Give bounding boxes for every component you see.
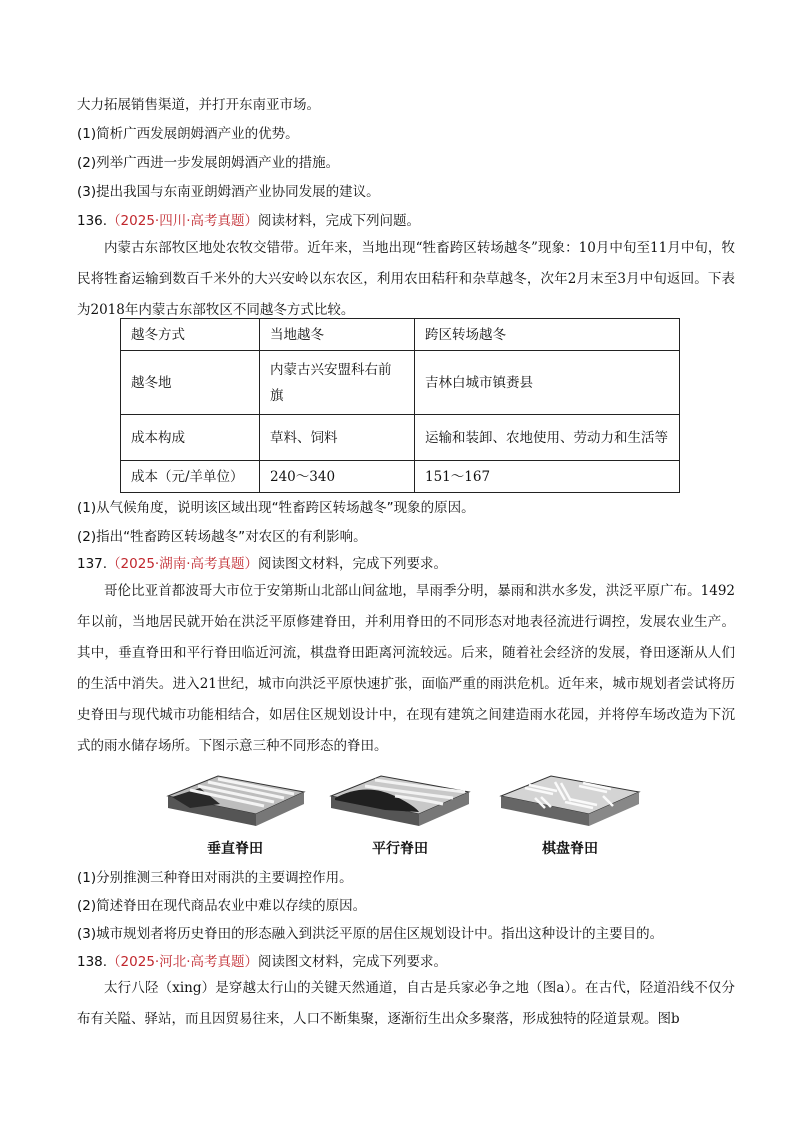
q135-sub2: (2)列举广西进一步发展朗姆酒产业的措施。 bbox=[77, 155, 340, 171]
q136-instruction: 阅读材料，完成下列问题。 bbox=[258, 213, 421, 229]
q135-sub1: (1)简析广西发展朗姆酒产业的优势。 bbox=[77, 126, 299, 142]
q137-header bbox=[77, 554, 740, 574]
parallel-ridge-field-figure bbox=[325, 770, 475, 860]
table-cell: 240～340 bbox=[260, 461, 415, 493]
q136-source-tag: （2025·四川·高考真题） bbox=[107, 213, 259, 229]
checkerboard-ridge-field-image bbox=[495, 770, 645, 834]
q138-number: 138. bbox=[77, 954, 108, 970]
q137-instruction: 阅读图文材料，完成下列要求。 bbox=[258, 556, 448, 572]
table-row bbox=[121, 351, 680, 415]
figure-caption: 棋盘脊田 bbox=[542, 841, 598, 857]
vertical-ridge-field-figure bbox=[160, 770, 310, 860]
q137-sub3: (3)城市规划者将历史脊田的形态融入到洪泛平原的居住区规划设计中。指出这种设计的主要目的。 bbox=[77, 926, 664, 942]
table-header-row bbox=[121, 319, 680, 351]
table-cell: 草料、饲料 bbox=[260, 415, 415, 461]
q136-sub2: (2)指出“牲畜跨区转场越冬”对农区的有利影响。 bbox=[77, 529, 367, 545]
table-row bbox=[121, 461, 680, 493]
ridge-field-figure bbox=[160, 770, 650, 860]
table-cell: 内蒙古兴安盟科右前旗 bbox=[260, 351, 415, 415]
q135-sub3: (3)提出我国与东南亚朗姆酒产业协同发展的建议。 bbox=[77, 184, 380, 200]
table-cell: 运输和装卸、农地使用、劳动力和生活等 bbox=[415, 415, 680, 461]
wintering-comparison-table bbox=[120, 318, 680, 493]
q138-material: 太行八陉（xing）是穿越太行山的关键天然通道，自古是兵家必争之地（图a）。在古代，陉道沿线不仅分布有关隘、驿站，而且因贸易往来，人口不断集聚，逐渐衍生出众多聚落，形成独特的陉道景观。图b bbox=[77, 980, 735, 1027]
parallel-ridge-field-image bbox=[325, 770, 475, 834]
q138-header bbox=[77, 952, 740, 972]
q138-instruction: 阅读图文材料，完成下列要求。 bbox=[258, 954, 448, 970]
q136-header bbox=[77, 211, 740, 231]
q136-number: 136. bbox=[77, 213, 108, 229]
table-row bbox=[121, 415, 680, 461]
table-cell: 成本构成 bbox=[121, 415, 260, 461]
table-cell: 151～167 bbox=[415, 461, 680, 493]
q136-material: 内蒙古东部牧区地处农牧交错带。近年来，当地出现“牲畜跨区转场越冬”现象：10月中旬至11月中旬，牧民将牲畜运输到数百千米外的大兴安岭以东农区，利用农田秸秆和杂草越冬，次年2月末至3月中旬返回。下表为2018年内蒙古东部牧区不同越冬方式比较。 bbox=[77, 240, 735, 318]
figure-caption: 垂直脊田 bbox=[207, 841, 263, 857]
table-cell: 成本（元/羊单位） bbox=[121, 461, 260, 493]
intro-tail-text: 大力拓展销售渠道，并打开东南亚市场。 bbox=[77, 97, 320, 113]
q137-number: 137. bbox=[77, 556, 108, 572]
q137-material: 哥伦比亚首都波哥大市位于安第斯山北部山间盆地，旱雨季分明，暴雨和洪水多发，洪泛平原广布。1492年以前，当地居民就开始在洪泛平原修建脊田，并利用脊田的不同形态对地表径流进行调控，发展农业生产。其中，垂直脊田和平行脊田临近河流，棋盘脊田距离河流较远。后来，随着社会经济的发展，脊田逐渐从人们的生活中消失。进入21世纪，城市向洪泛平原快速扩张，面临严重的雨洪危机。近年来，城市规划者尝试将历史脊田与现代城市功能相结合，如居住区规划设计中，在现有建筑之间建造雨水花园，并将停车场改造为下沉式的雨水储存场所。下图示意三种不同形态的脊田。 bbox=[77, 583, 735, 754]
q137-sub2: (2)简述脊田在现代商品农业中难以存续的原因。 bbox=[77, 898, 367, 914]
table-header-cell: 当地越冬 bbox=[260, 319, 415, 351]
figure-caption: 平行脊田 bbox=[372, 841, 428, 857]
q138-source-tag: （2025·河北·高考真题） bbox=[107, 954, 259, 970]
q137-source-tag: （2025·湖南·高考真题） bbox=[107, 556, 259, 572]
table-cell: 吉林白城市镇赉县 bbox=[415, 351, 680, 415]
checkerboard-ridge-field-figure bbox=[495, 770, 645, 860]
table-cell: 越冬地 bbox=[121, 351, 260, 415]
table-header-cell: 越冬方式 bbox=[121, 319, 260, 351]
vertical-ridge-field-image bbox=[160, 770, 310, 834]
table-header-cell: 跨区转场越冬 bbox=[415, 319, 680, 351]
q136-sub1: (1)从气候角度，说明该区域出现“牲畜跨区转场越冬”现象的原因。 bbox=[77, 500, 475, 516]
q137-sub1: (1)分别推测三种脊田对雨洪的主要调控作用。 bbox=[77, 870, 353, 886]
